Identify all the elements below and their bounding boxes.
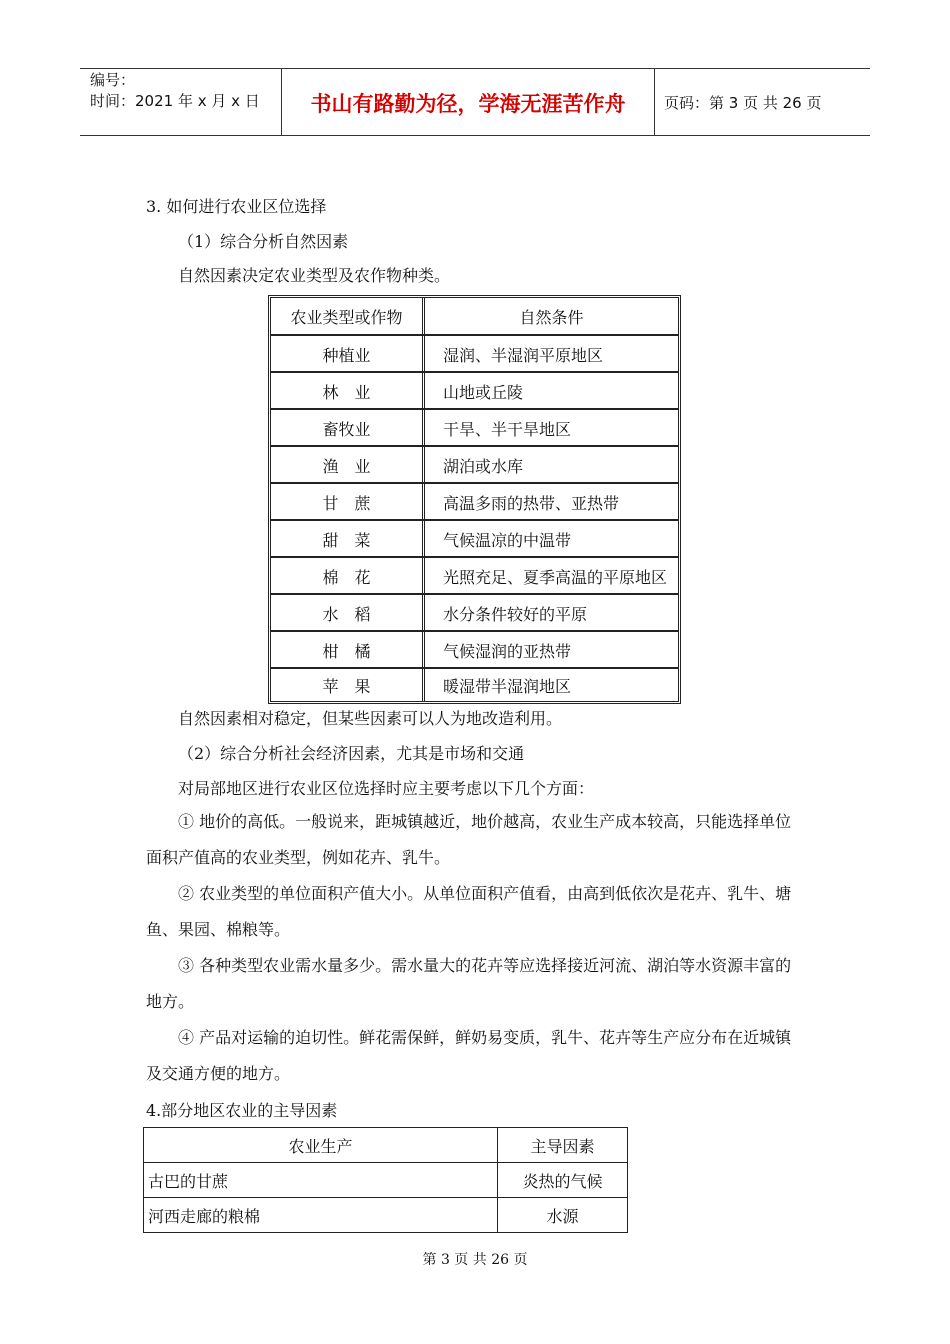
table-row [271, 521, 678, 558]
header-motto: 书山有路勤为径，学海无涯苦作舟 [310, 92, 626, 116]
table-row [271, 484, 678, 521]
table-row [271, 632, 678, 669]
section-3-sub2: （2）综合分析社会经济因素，尤其是市场和交通 [178, 744, 525, 763]
after-table-note: 自然因素相对稳定，但某些因素可以人为地改造利用。 [178, 709, 563, 728]
point-output-value: ② 农业类型的单位面积产值大小。从单位面积产值看，由高到低依次是花卉、乳牛、塘鱼、果园、棉粮等。 [146, 884, 792, 939]
table-cell-condition: 气候湿润的亚热带 [443, 642, 572, 661]
point-water-demand: ③ 各种类型农业需水量多少。需水量大的花卉等应选择接近河流、湖泊等水资源丰富的地方。 [146, 956, 792, 1011]
table-row [271, 669, 678, 701]
table-cell-condition: 暖湿带半湿润地区 [443, 677, 572, 696]
table-row [271, 373, 678, 410]
header-top-rule [80, 68, 870, 69]
table-row [271, 410, 678, 447]
header-time: 时间：2021 年 x 月 x 日 [90, 92, 260, 110]
table-cell-factor: 水源 [498, 1198, 628, 1233]
table-row [271, 447, 678, 484]
table-header-row [271, 298, 678, 336]
table-cell-condition: 山地或丘陵 [443, 383, 524, 402]
table-header-cell: 农业生产 [144, 1128, 498, 1163]
table-header-cell: 主导因素 [498, 1128, 628, 1163]
table-cell-type: 渔 业 [322, 457, 371, 476]
table-cell-production: 古巴的甘蔗 [144, 1163, 498, 1198]
table-cell-type: 甜 菜 [322, 531, 371, 550]
section-4-title: 4.部分地区农业的主导因素 [146, 1101, 338, 1120]
table-cell-condition: 光照充足、夏季高温的平原地区 [443, 568, 668, 587]
table-cell-condition: 湖泊或水库 [443, 457, 524, 476]
dominant-factors-table [143, 1127, 628, 1233]
table-cell-condition: 湿润、半湿润平原地区 [443, 346, 604, 365]
table-header-cell: 自然条件 [519, 308, 584, 327]
section-3-sub2-intro: 对局部地区进行农业区位选择时应主要考虑以下几个方面： [178, 779, 595, 798]
page-footer: 第 3 页 共 26 页 [422, 1252, 528, 1268]
table-row [144, 1198, 628, 1233]
point-land-price: ① 地价的高低。一般说来，距城镇越近，地价越高，农业生产成本较高，只能选择单位面积产值高的农业类型，例如花卉、乳牛。 [146, 812, 792, 867]
header-divider [654, 68, 655, 136]
table-row [271, 595, 678, 632]
header-meta [90, 70, 260, 112]
table-cell-condition: 水分条件较好的平原 [443, 605, 588, 624]
table-cell-type: 畜牧业 [322, 420, 371, 439]
table-cell-condition: 气候温凉的中温带 [443, 531, 572, 550]
natural-conditions-table [268, 295, 681, 704]
table-cell-factor: 炎热的气候 [498, 1163, 628, 1198]
table-cell-type: 甘 蔗 [322, 494, 371, 513]
table-cell-production: 河西走廊的粮棉 [144, 1198, 498, 1233]
header-page-info: 页码：第 3 页 共 26 页 [664, 94, 822, 112]
header-bottom-rule [80, 135, 870, 136]
table-cell-type: 水 稻 [322, 605, 371, 624]
table-cell-type: 种植业 [322, 346, 371, 365]
section-3-title: 3. 如何进行农业区位选择 [146, 197, 327, 216]
table-cell-type: 柑 橘 [322, 642, 371, 661]
table-cell-type: 苹 果 [322, 677, 371, 696]
table-cell-condition: 干旱、半干旱地区 [443, 420, 572, 439]
point-transport: ④ 产品对运输的迫切性。鲜花需保鲜，鲜奶易变质，乳牛、花卉等生产应分布在近城镇及交通方便的地方。 [146, 1028, 792, 1083]
section-3-sub1: （1）综合分析自然因素 [178, 232, 349, 251]
table-cell-type: 棉 花 [322, 568, 371, 587]
table-row [271, 558, 678, 595]
table-row [144, 1163, 628, 1198]
header-number: 编号： [90, 71, 136, 89]
table-cell-type: 林 业 [322, 383, 371, 402]
table-row [271, 336, 678, 373]
table-header-cell: 农业类型或作物 [290, 308, 403, 327]
table-cell-condition: 高温多雨的热带、亚热带 [443, 494, 620, 513]
table-header-row [144, 1128, 628, 1163]
section-3-intro: 自然因素决定农业类型及农作物种类。 [178, 266, 451, 285]
